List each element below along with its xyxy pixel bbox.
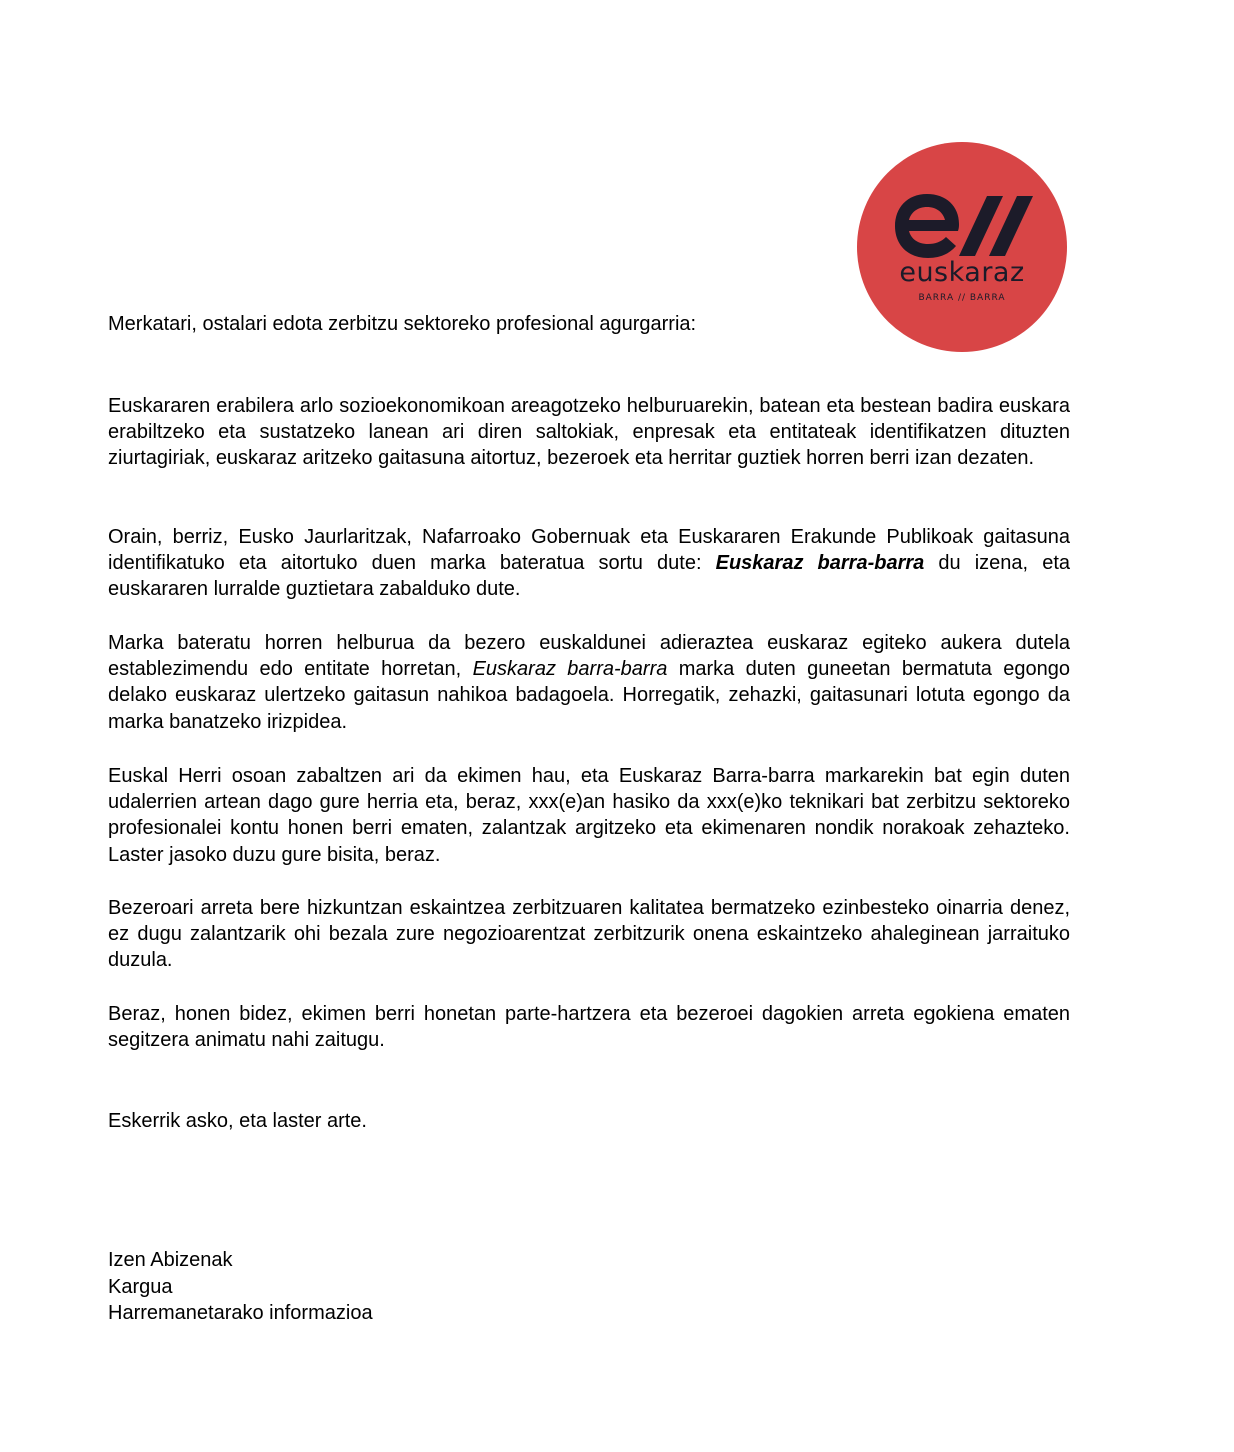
greeting: Merkatari, ostalari edota zerbitzu sektoreko profesional agurgarria: [108, 313, 697, 335]
paragraph-5: Bezeroari arreta bere hizkuntzan eskaintzea zerbitzuaren kalitatea bermatzeko ezinbesteko oinarria denez, ez dugu zalantzarik ohi bezala zure negozioarentzat zerbitzurik onena eskaintzeko ahaleginean jarraituko duzula. [108, 897, 1070, 972]
logo-wordmark: euskaraz [899, 257, 1025, 288]
logo-tagline: BARRA // BARRA [918, 293, 1006, 303]
paragraph-4: Euskal Herri osoan zabaltzen ari da ekimen hau, eta Euskaraz Barra-barra markarekin bat egin duten udalerrien artean dago gure herria eta, beraz, xxx(e)an hasiko da xxx(e)ko teknikari bat zerbitzu sektoreko profesionalei kontu honen berri ematen, zalantzak argitzeko eta ekimenaren nondik norakoak zehazteko. Laster jasoko duzu gure bisita, beraz. [108, 765, 1070, 866]
paragraph-3 [108, 630, 1070, 735]
paragraph-2-text-before: Orain, berriz, Eusko Jaurlaritzak, Nafarroako Gobernuak eta Euskararen Erakunde Publikoak gaitasuna identifikatuko eta aitortuko duen marka bateratua sortu dute: [108, 526, 1070, 575]
brand-name-italic: Euskaraz barra-barra [472, 658, 668, 681]
paragraph-3-text-before: Marka bateratu horren helburua da bezero euskaldunei adieraztea euskaraz egiteko aukera dutela establezimendu edo entitate horretan, [108, 632, 1070, 681]
paragraph-1: Euskararen erabilera arlo sozioekonomikoan areagotzeko helburuarekin, batean eta bestean badira euskara erabiltzeko eta sustatzeko lanean ari diren saltokiak, enpresak eta entitateak identifikatzen dituzten ziurtagiriak, euskaraz aritzeko gaitasuna aitortuz, bezeroek eta herritar guztiek horren berri izan dezaten. [108, 395, 1070, 470]
paragraph-3-text-after: marka duten guneetan bermatuta egongo delako euskaraz ulertzeko gaitasun nahikoa badagoela. Horregatik, zehazki, gaitasunari lotuta egongo da marka banatzeko irizpidea. [108, 658, 1071, 733]
brand-name-emphasis: Euskaraz barra-barra [715, 552, 925, 575]
paragraph-6: Beraz, honen bidez, ekimen berri honetan parte-hartzera eta bezeroei dagokien arreta egokiena ematen segitzera animatu nahi zaitugu. [108, 1003, 1070, 1052]
signature-contact: Harremanetarako informazioa [108, 1302, 373, 1324]
signature-name: Izen Abizenak [108, 1249, 233, 1271]
paragraph-2-text-after: du izena, eta euskararen lurralde guztietara zabalduko dute. [108, 552, 1070, 601]
signature-position: Kargua [108, 1275, 173, 1298]
paragraph-2 [108, 524, 1070, 603]
closing-line: Eskerrik asko, eta laster arte. [108, 1110, 367, 1132]
signature-block [108, 1247, 1070, 1327]
